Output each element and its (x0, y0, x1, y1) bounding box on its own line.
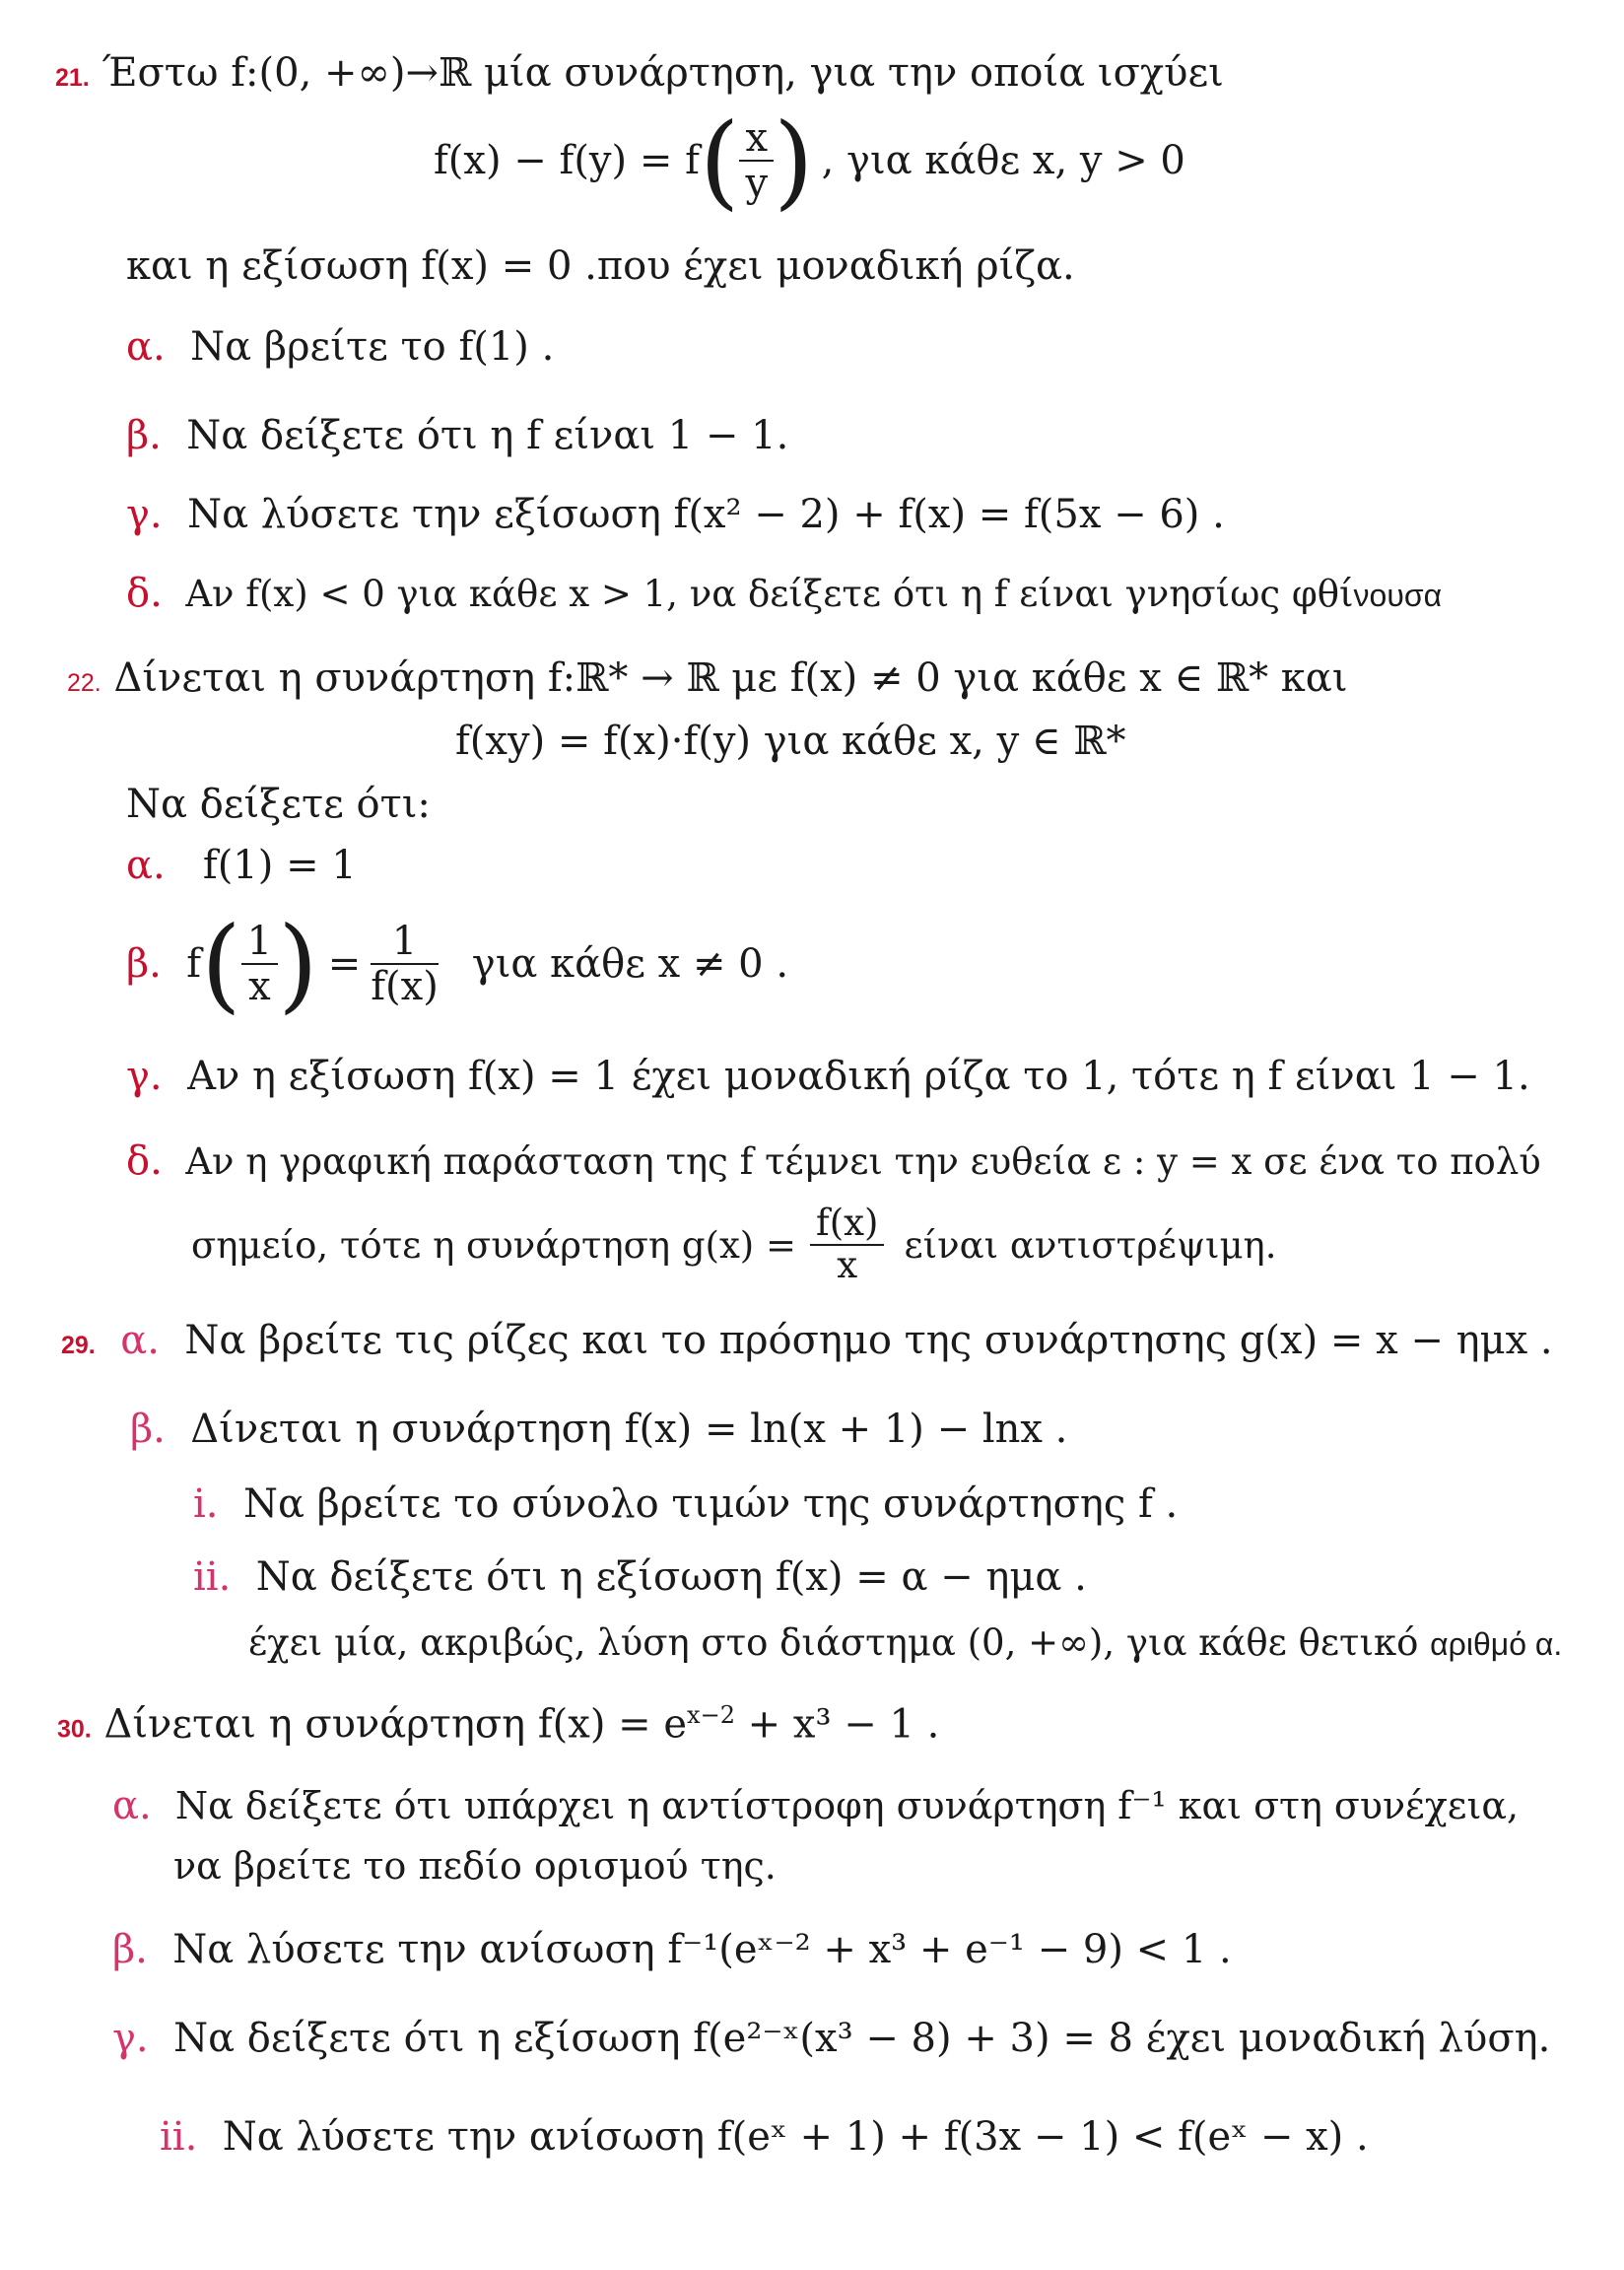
problem-22-equation: f(xy) = f(x)·f(y) για κάθε x, y ∈ ℝ* (455, 719, 1126, 764)
problem-21-equation (434, 101, 1185, 221)
item-text: Να βρείτε τις ρίζες και το πρόσημο της συνάρτησης g(x) = x − ημx . (184, 1318, 1553, 1363)
denominator: y (745, 161, 769, 206)
item-29b (130, 1407, 1068, 1452)
item-29b-ii-cont (248, 1621, 1563, 1664)
item-label: γ. (112, 2016, 149, 2061)
item-30b (112, 1927, 1232, 1972)
item-tail: νουσα (1353, 578, 1443, 613)
item-29b-ii (193, 1554, 1087, 1600)
fraction (810, 1204, 884, 1285)
item-text: Να δείξετε ότι η εξίσωση f(x) = α − ημα . (255, 1554, 1087, 1600)
item-label: γ. (126, 1054, 163, 1099)
item-text: f(1) = 1 (202, 843, 357, 888)
item-text: Αν f(x) < 0 για κάθε x > 1, να δείξετε ότι η f είναι γνησίως φθί (185, 573, 1354, 615)
fraction-2 (371, 920, 439, 1008)
fraction-1 (241, 920, 278, 1008)
item-text: Να βρείτε το σύνολο τιμών της συνάρτησης f . (242, 1481, 1179, 1527)
exponent: x−2 (687, 1701, 735, 1729)
item-text: Να βρείτε το f(1) . (190, 324, 555, 370)
item-label: β. (112, 1927, 148, 1972)
left-paren: ( (201, 904, 241, 1024)
item-label: α. (126, 843, 166, 888)
item-22b (126, 904, 789, 1024)
right-paren: ) (774, 101, 814, 221)
eq-left: f(x) − f(y) = f (434, 138, 700, 183)
problem-number: 22. (67, 669, 102, 697)
fraction (739, 116, 774, 205)
item-label: β. (126, 941, 162, 987)
item-label: α. (126, 324, 166, 370)
item-label: α. (120, 1318, 160, 1363)
problem-text: Δίνεται η συνάρτηση f:ℝ* → ℝ με f(x) ≠ 0 για κάθε x ∈ ℝ* και (113, 655, 1348, 701)
item-text: Να δείξετε ότι η εξίσωση f(e²⁻ˣ(x³ − 8) + 3) = 8 έχει μοναδική λύση. (173, 2016, 1551, 2061)
item-29b-i (193, 1481, 1179, 1527)
item-text: Αν η γραφική παράσταση της f τέμνει την ευθεία ε : y = x σε ένα το πολύ (185, 1140, 1541, 1183)
item-label: ii. (193, 1554, 232, 1600)
func-f: f (186, 941, 202, 987)
denominator: x (248, 964, 271, 1009)
item-label: β. (130, 1407, 166, 1452)
item-text-2: έχει μία, ακριβώς, λύση στο διάστημα (0, +∞), για κάθε θετικό (248, 1621, 1419, 1664)
item-21c (126, 492, 1225, 537)
item-label: β. (126, 413, 162, 458)
problem-22-intro (67, 655, 1348, 701)
equals: = (327, 941, 362, 987)
item-29a (61, 1318, 1553, 1363)
item-text: Δίνεται η συνάρτηση f(x) = ln(x + 1) − lnx . (190, 1407, 1068, 1452)
item-label: α. (112, 1783, 152, 1828)
numerator: x (739, 116, 774, 162)
item-21b (126, 413, 789, 458)
item-text: Να λύσετε την ανίσωση f⁻¹(eˣ⁻² + x³ + e⁻¹ − 9) < 1 . (172, 1927, 1232, 1972)
left-paren: ( (699, 101, 740, 221)
numerator: f(x) (810, 1204, 884, 1246)
item-22d-cont (191, 1193, 1276, 1297)
item-text: Να δείξετε ότι υπάρχει η αντίστροφη συνάρτηση f⁻¹ και στη συνέχεια, (174, 1784, 1520, 1827)
item-label: γ. (126, 492, 163, 537)
item-text-3: είναι αντιστρέψιμη. (904, 1223, 1277, 1267)
item-22c (126, 1054, 1530, 1099)
item-21a (126, 324, 555, 370)
item-text-2: σημείο, τότε η συνάρτηση g(x) = (191, 1223, 797, 1267)
intro-b: + x³ − 1 . (734, 1701, 940, 1748)
item-30c (112, 2016, 1551, 2061)
right-paren: ) (278, 904, 318, 1024)
item-text: Να λύσετε την ανίσωση f(eˣ + 1) + f(3x − 1) < f(eˣ − x) . (222, 2114, 1369, 2160)
item-label: δ. (126, 1138, 163, 1184)
item-label: ii. (160, 2114, 198, 2160)
problem-number: 30. (57, 1715, 92, 1744)
denominator: x (837, 1244, 858, 1286)
item-text: Να δείξετε ότι η f είναι 1 − 1. (186, 413, 789, 458)
problem-text: Έστω f:(0, +∞)→ℝ μία συνάρτηση, για την οποία ισχύει (102, 50, 1224, 96)
intro-a: Δίνεται η συνάρτηση f(x) = e (103, 1701, 688, 1748)
problem-22-cont: Να δείξετε ότι: (126, 782, 431, 827)
item-30a (112, 1783, 1520, 1828)
item-text: για κάθε x ≠ 0 . (471, 941, 789, 987)
item-tail: αριθμό α. (1430, 1626, 1563, 1662)
item-22a (126, 843, 357, 888)
problem-30-intro (57, 1701, 940, 1748)
item-label: δ. (126, 571, 163, 616)
item-30-ii (160, 2114, 1369, 2160)
problem-number: 29. (61, 1332, 96, 1359)
problem-21-intro (55, 50, 1224, 96)
eq-right: , για κάθε x, y > 0 (821, 138, 1185, 183)
numerator: 1 (371, 920, 439, 965)
problem-number: 21. (55, 64, 90, 92)
item-label: i. (193, 1481, 219, 1527)
numerator: 1 (241, 920, 278, 965)
item-text: Αν η εξίσωση f(x) = 1 έχει μοναδική ρίζα το 1, τότε η f είναι 1 − 1. (187, 1054, 1530, 1099)
item-22d (126, 1138, 1541, 1184)
item-text: Να λύσετε την εξίσωση f(x² − 2) + f(x) = f(5x − 6) . (187, 492, 1225, 537)
item-30a-cont: να βρείτε το πεδίο ορισμού της. (173, 1844, 777, 1888)
problem-21-cont: και η εξίσωση f(x) = 0 .που έχει μοναδική ρίζα. (126, 243, 1075, 289)
denominator: f(x) (371, 964, 439, 1009)
item-21d (126, 571, 1443, 616)
